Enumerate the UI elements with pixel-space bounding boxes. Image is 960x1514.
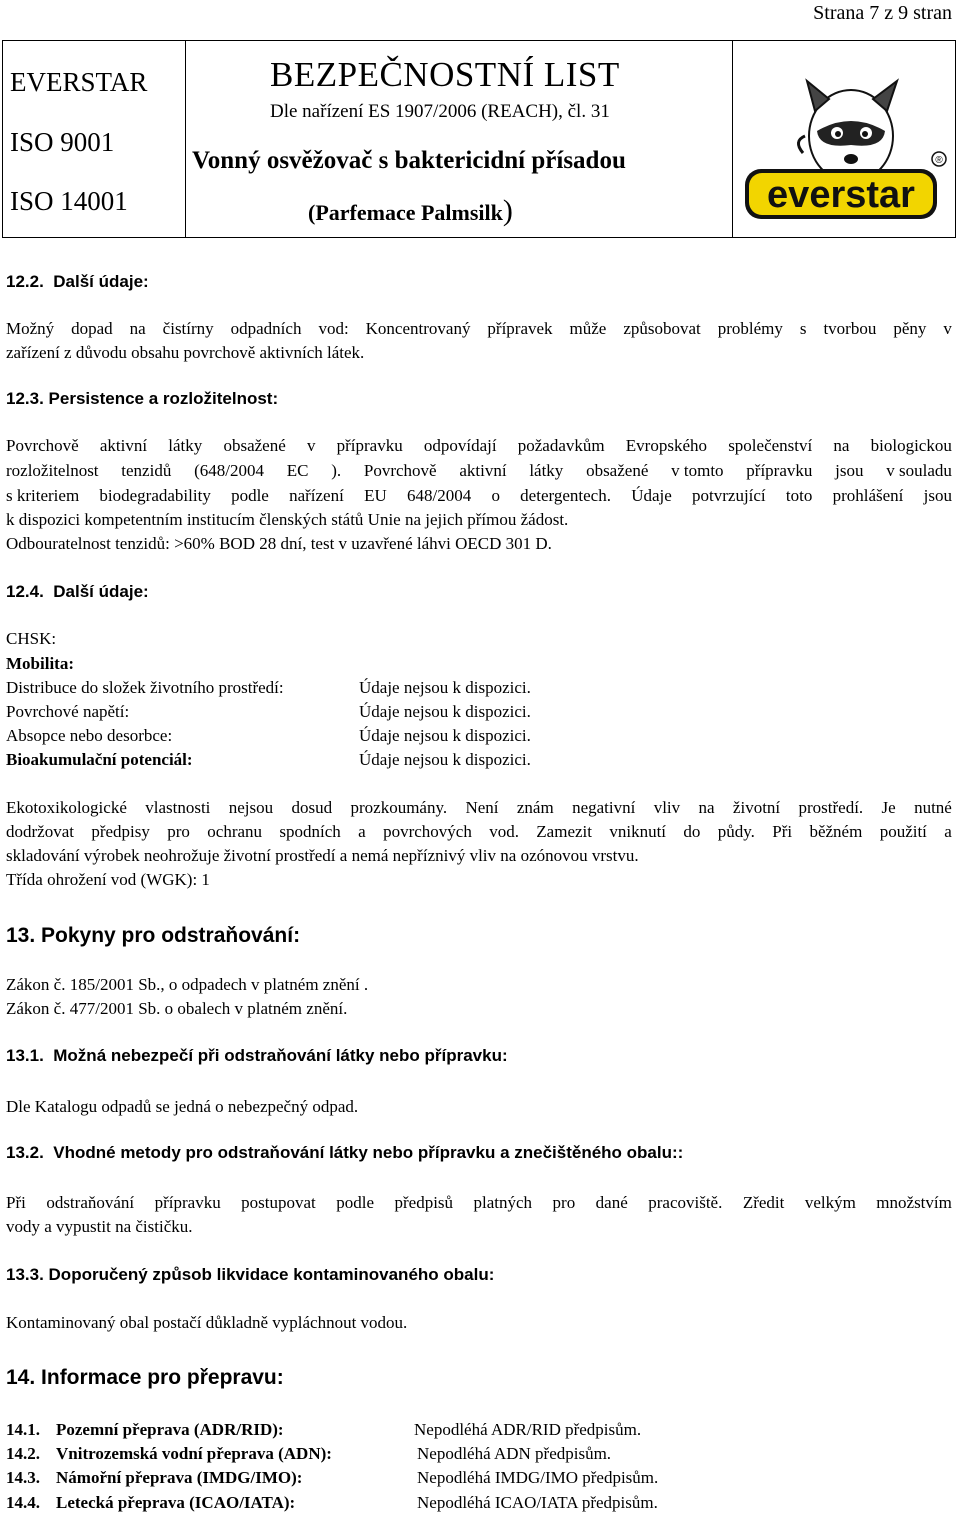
mobilita-label: Mobilita: (6, 654, 74, 673)
word: prohlášení (832, 486, 904, 505)
word: Možný (6, 319, 55, 338)
word: Evropského (625, 436, 708, 455)
logo-text: everstar (767, 174, 915, 216)
transport-num: 14.1. (6, 1420, 40, 1439)
word: na (129, 319, 146, 338)
word: (648/2004 (194, 461, 264, 480)
word: vliv (653, 798, 681, 817)
s12-3-line3 (6, 486, 952, 506)
regulation-line: Dle nařízení ES 1907/2006 (REACH), čl. 31 (270, 101, 610, 122)
variant-text: (Parfemace Palmsilk (308, 200, 503, 225)
transport-status: Nepodléhá ADN předpisům. (417, 1444, 612, 1463)
svg-text:®: ® (935, 155, 943, 166)
word: ochranu (207, 822, 263, 841)
word: Údaje (631, 486, 672, 505)
word: Není (465, 798, 499, 817)
word: životní (732, 798, 781, 817)
word: Ekotoxikologické (6, 798, 127, 817)
word: odpovídají (423, 436, 497, 455)
property-label: Absopce nebo desorbce: (6, 726, 173, 745)
word: odstraňování (46, 1193, 135, 1212)
word: prostředí. (798, 798, 864, 817)
s12-3-line5: Odbouratelnost tenzidů: >60% BOD 28 dní, test v uzavřené láhvi OECD 301 D. (6, 534, 552, 553)
word: v (943, 319, 952, 338)
s12-2-line2: zařízení z důvodu obsahu povrchově aktivních látek. (6, 343, 365, 362)
word: přípravku (746, 461, 813, 480)
word: společenství (728, 436, 813, 455)
word: obsažené (223, 436, 286, 455)
word: podle (336, 1193, 375, 1212)
s12-3-line4: k dispozici kompetentním institucím členských států Unie na jejich přímou žádost. (6, 510, 569, 529)
everstar-logo (733, 41, 956, 237)
wgk-line: Třída ohrožení vod (WGK): 1 (6, 870, 210, 889)
word: a (358, 822, 366, 841)
word: dané (595, 1193, 628, 1212)
word: odpadních (230, 319, 302, 338)
header-company-cell (3, 41, 186, 237)
page-number: Strana 7 z 9 stran (813, 2, 952, 24)
word: Při (772, 822, 793, 841)
iso-14001: ISO 14001 (10, 186, 128, 216)
document-header (2, 40, 956, 238)
word: toto (785, 486, 813, 505)
word: nutné (914, 798, 952, 817)
transport-num: 14.4. (6, 1493, 40, 1512)
word: s kriteriem (6, 486, 80, 505)
transport-mode: Letecká přeprava (ICAO/IATA): (56, 1493, 296, 1512)
transport-num: 14.2. (6, 1444, 40, 1463)
property-label: Bioakumulační potenciál: (6, 750, 193, 769)
s13-1-text: Dle Katalogu odpadů se jedná o nebezpečný odpad. (6, 1097, 359, 1116)
word: spodních (279, 822, 341, 841)
s13-2-line1 (6, 1193, 952, 1213)
word: jsou (923, 486, 952, 505)
word: povrchových (383, 822, 472, 841)
word: aktivní (99, 436, 148, 455)
word: potvrzující (692, 486, 766, 505)
section-12-3-heading: 12.3. Persistence a rozložitelnost: (6, 389, 279, 408)
raccoon-mascot-icon (798, 81, 897, 182)
header-logo-cell (733, 41, 956, 237)
word: tvorbou (823, 319, 877, 338)
word: s (799, 319, 807, 338)
s12-3-line2 (6, 461, 952, 481)
word: látky (168, 436, 203, 455)
word: tenzidů (121, 461, 172, 480)
transport-status: Nepodléhá ADR/RID předpisům. (414, 1420, 642, 1439)
word: rozložitelnost (6, 461, 99, 480)
s13-3-text: Kontaminovaný obal postačí důkladně vypláchnout vodou. (6, 1313, 408, 1332)
word: běžném (809, 822, 863, 841)
transport-mode: Námořní přeprava (IMDG/IMO): (56, 1468, 303, 1487)
word: 648/2004 (406, 486, 472, 505)
section-13-heading: 13. Pokyny pro odstraňování: (6, 924, 301, 947)
word: dodržovat (6, 822, 74, 841)
word: vniknutí (609, 822, 667, 841)
s13-2-line2: vody a vypustit na čističku. (6, 1217, 193, 1236)
word: v tomto (671, 461, 724, 480)
word: negativní (572, 798, 636, 817)
word: biodegradability (99, 486, 211, 505)
word: a (944, 822, 952, 841)
word: detergentech. (520, 486, 611, 505)
word: požadavkům (517, 436, 605, 455)
word: čistírny (162, 319, 214, 338)
word: Povrchově (363, 461, 437, 480)
property-value: Údaje nejsou k dispozici. (359, 750, 531, 769)
word: podle (231, 486, 269, 505)
s12-2-line1 (6, 319, 952, 339)
word: pěny (893, 319, 927, 338)
word: vod. (489, 822, 519, 841)
word: nejsou (228, 798, 274, 817)
section-13-1-heading: 13.1. Možná nebezpečí při odstraňování látky nebo přípravku: (6, 1046, 508, 1065)
word: na (833, 436, 850, 455)
word: o (491, 486, 500, 505)
word: může (569, 319, 607, 338)
word: Při (6, 1193, 26, 1212)
word: platných (473, 1193, 533, 1212)
word: problémy (717, 319, 783, 338)
word: jsou (835, 461, 864, 480)
word: vod: (318, 319, 349, 338)
word: předpisy (91, 822, 150, 841)
word: Je (881, 798, 896, 817)
law-2: Zákon č. 477/2001 Sb. o obalech v platném znění. (6, 999, 348, 1018)
eko-line1 (6, 798, 952, 818)
word: biologickou (870, 436, 952, 455)
word: půdy. (717, 822, 755, 841)
word: Zředit (742, 1193, 785, 1212)
word: do (683, 822, 701, 841)
word: předpisů (394, 1193, 454, 1212)
section-13-3-heading: 13.3. Doporučený způsob likvidace kontaminovaného obalu: (6, 1265, 495, 1284)
variant-paren: ) (502, 194, 513, 227)
eko-line2 (6, 822, 952, 842)
property-label: Distribuce do složek životního prostředí: (6, 678, 284, 697)
header-title-cell (186, 41, 733, 237)
s12-3-line1 (6, 436, 952, 456)
word: aktivní (459, 461, 507, 480)
word: v (306, 436, 316, 455)
transport-mode: Pozemní přeprava (ADR/RID): (56, 1420, 284, 1439)
word: EU (364, 486, 387, 505)
word: Povrchově (6, 436, 79, 455)
section-12-4-heading: 12.4. Další údaje: (6, 582, 149, 601)
property-value: Údaje nejsou k dispozici. (359, 702, 531, 721)
transport-num: 14.3. (6, 1468, 40, 1487)
law-1: Zákon č. 185/2001 Sb., o odpadech v platném znění . (6, 975, 369, 994)
property-value: Údaje nejsou k dispozici. (359, 726, 531, 745)
document-title: BEZPEČNOSTNÍ LIST (270, 55, 620, 94)
word: Koncentrovaný (365, 319, 471, 338)
product-variant (308, 194, 513, 228)
word: látky (529, 461, 564, 480)
word: pro (552, 1193, 576, 1212)
transport-status: Nepodléhá ICAO/IATA předpisům. (417, 1493, 658, 1512)
word: velkým (804, 1193, 856, 1212)
word: nařízení (289, 486, 344, 505)
word: přípravek (487, 319, 553, 338)
word: použití (879, 822, 927, 841)
eko-line3: skladování výrobek neohrožuje životní prostředí a nemá nepříznivý vliv na ozónovou vrstvu. (6, 846, 639, 865)
word: obsažené (586, 461, 649, 480)
word: pro (167, 822, 190, 841)
word: EC (286, 461, 309, 480)
word: dopad (71, 319, 113, 338)
property-value: Údaje nejsou k dispozici. (359, 678, 531, 697)
word: způsobovat (623, 319, 701, 338)
iso-9001: ISO 9001 (10, 127, 115, 157)
company-name: EVERSTAR (10, 67, 148, 97)
word: v souladu (886, 461, 952, 480)
word: prozkoumány. (350, 798, 448, 817)
word: přípravku (154, 1193, 221, 1212)
section-14-heading: 14. Informace pro přepravu: (6, 1366, 284, 1389)
word: dosud (291, 798, 333, 817)
word: na (698, 798, 715, 817)
chsk-label: CHSK: (6, 629, 57, 648)
transport-status: Nepodléhá IMDG/IMO předpisům. (417, 1468, 659, 1487)
product-name: Vonný osvěžovač s baktericidní přísadou (192, 147, 626, 174)
word: postupovat (241, 1193, 316, 1212)
word: znám (516, 798, 554, 817)
word: přípravku (336, 436, 403, 455)
word: množstvím (876, 1193, 952, 1212)
property-label: Povrchové napětí: (6, 702, 130, 721)
transport-mode: Vnitrozemská vodní přeprava (ADN): (56, 1444, 332, 1463)
word: pracoviště. (648, 1193, 723, 1212)
word: vlastnosti (145, 798, 211, 817)
section-12-2-heading: 12.2. Další údaje: (6, 272, 149, 291)
word: ). (331, 461, 342, 480)
section-13-2-heading: 13.2. Vhodné metody pro odstraňování látky nebo přípravku a znečištěného obalu:: (6, 1143, 684, 1162)
word: Zamezit (536, 822, 592, 841)
